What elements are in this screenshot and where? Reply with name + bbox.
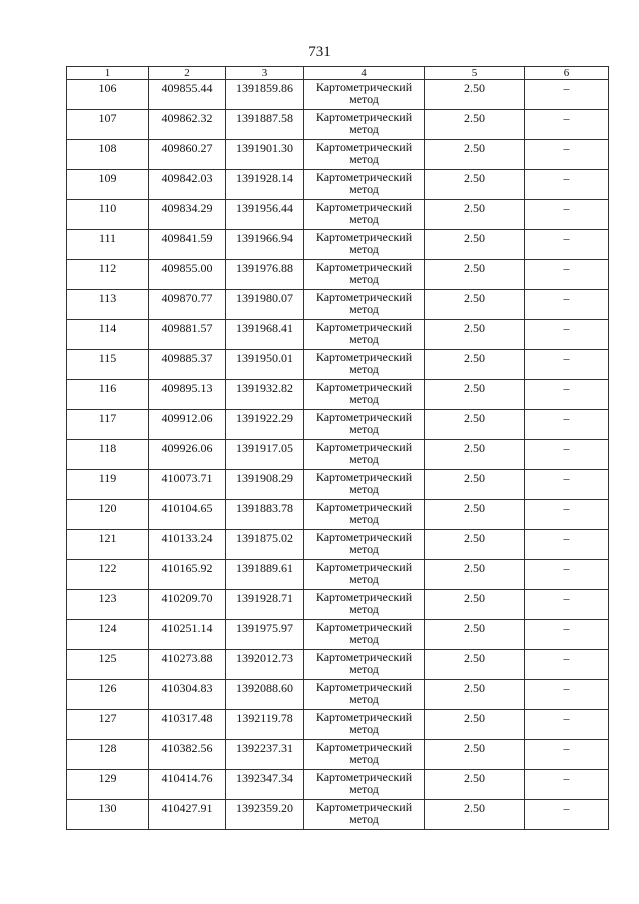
note-cell: – xyxy=(525,380,609,410)
table-row xyxy=(67,260,609,290)
method-line-1: Картометрический xyxy=(315,110,413,124)
note-cell: – xyxy=(525,680,609,710)
table-row xyxy=(67,470,609,500)
table-row xyxy=(67,230,609,260)
table-row xyxy=(67,770,609,800)
column-header-2: 2 xyxy=(149,67,226,80)
table-row xyxy=(67,560,609,590)
note-cell: – xyxy=(525,770,609,800)
y-coordinate-cell: 1392012.73 xyxy=(226,650,304,680)
method-cell xyxy=(304,170,425,200)
y-coordinate-cell: 1391950.01 xyxy=(226,350,304,380)
method-line-1: Картометрический xyxy=(315,500,413,514)
point-number-cell: 125 xyxy=(67,650,149,680)
y-coordinate-cell: 1392088.60 xyxy=(226,680,304,710)
y-coordinate-cell: 1391966.94 xyxy=(226,230,304,260)
point-number-cell: 121 xyxy=(67,530,149,560)
point-number-cell: 106 xyxy=(67,80,149,110)
method-line-1: Картометрический xyxy=(315,80,413,94)
x-coordinate-cell: 409841.59 xyxy=(149,230,226,260)
method-line-2: метод xyxy=(349,692,379,706)
accuracy-cell: 2.50 xyxy=(425,140,525,170)
accuracy-cell: 2.50 xyxy=(425,380,525,410)
method-line-2: метод xyxy=(349,482,379,496)
note-cell: – xyxy=(525,590,609,620)
method-line-2: метод xyxy=(349,542,379,556)
table-row xyxy=(67,800,609,830)
y-coordinate-cell: 1392237.31 xyxy=(226,740,304,770)
method-cell xyxy=(304,680,425,710)
table-row xyxy=(67,440,609,470)
method-cell xyxy=(304,350,425,380)
method-line-2: метод xyxy=(349,632,379,646)
note-cell: – xyxy=(525,80,609,110)
method-line-2: метод xyxy=(349,182,379,196)
x-coordinate-cell: 409885.37 xyxy=(149,350,226,380)
method-line-2: метод xyxy=(349,812,379,826)
x-coordinate-cell: 410165.92 xyxy=(149,560,226,590)
method-cell xyxy=(304,320,425,350)
accuracy-cell: 2.50 xyxy=(425,500,525,530)
accuracy-cell: 2.50 xyxy=(425,110,525,140)
y-coordinate-cell: 1391980.07 xyxy=(226,290,304,320)
method-cell xyxy=(304,290,425,320)
method-cell xyxy=(304,110,425,140)
table-row xyxy=(67,710,609,740)
accuracy-cell: 2.50 xyxy=(425,200,525,230)
x-coordinate-cell: 410304.83 xyxy=(149,680,226,710)
method-line-2: метод xyxy=(349,752,379,766)
point-number-cell: 129 xyxy=(67,770,149,800)
method-line-1: Картометрический xyxy=(315,140,413,154)
note-cell: – xyxy=(525,530,609,560)
x-coordinate-cell: 409842.03 xyxy=(149,170,226,200)
x-coordinate-cell: 409912.06 xyxy=(149,410,226,440)
point-number-cell: 113 xyxy=(67,290,149,320)
note-cell: – xyxy=(525,710,609,740)
x-coordinate-cell: 409926.06 xyxy=(149,440,226,470)
accuracy-cell: 2.50 xyxy=(425,770,525,800)
method-line-1: Картометрический xyxy=(315,560,413,574)
accuracy-cell: 2.50 xyxy=(425,320,525,350)
method-line-1: Картометрический xyxy=(315,230,413,244)
note-cell: – xyxy=(525,470,609,500)
accuracy-cell: 2.50 xyxy=(425,260,525,290)
method-line-1: Картометрический xyxy=(315,260,413,274)
note-cell: – xyxy=(525,140,609,170)
note-cell: – xyxy=(525,740,609,770)
coordinates-table xyxy=(66,66,609,830)
x-coordinate-cell: 410104.65 xyxy=(149,500,226,530)
method-line-2: метод xyxy=(349,152,379,166)
method-cell xyxy=(304,470,425,500)
y-coordinate-cell: 1391883.78 xyxy=(226,500,304,530)
point-number-cell: 128 xyxy=(67,740,149,770)
table-row xyxy=(67,380,609,410)
accuracy-cell: 2.50 xyxy=(425,470,525,500)
method-line-2: метод xyxy=(349,122,379,136)
point-number-cell: 116 xyxy=(67,380,149,410)
accuracy-cell: 2.50 xyxy=(425,350,525,380)
x-coordinate-cell: 410273.88 xyxy=(149,650,226,680)
method-cell xyxy=(304,530,425,560)
y-coordinate-cell: 1392359.20 xyxy=(226,800,304,830)
note-cell: – xyxy=(525,290,609,320)
page-number: 731 xyxy=(308,44,331,60)
method-cell xyxy=(304,380,425,410)
method-cell xyxy=(304,740,425,770)
y-coordinate-cell: 1392347.34 xyxy=(226,770,304,800)
method-line-1: Картометрический xyxy=(315,410,413,424)
x-coordinate-cell: 410317.48 xyxy=(149,710,226,740)
column-header-3: 3 xyxy=(226,67,304,80)
accuracy-cell: 2.50 xyxy=(425,680,525,710)
point-number-cell: 107 xyxy=(67,110,149,140)
table-row xyxy=(67,530,609,560)
table-row xyxy=(67,140,609,170)
note-cell: – xyxy=(525,440,609,470)
method-line-1: Картометрический xyxy=(315,740,413,754)
method-line-1: Картометрический xyxy=(315,680,413,694)
point-number-cell: 122 xyxy=(67,560,149,590)
method-line-2: метод xyxy=(349,452,379,466)
method-line-1: Картометрический xyxy=(315,800,413,814)
method-line-2: метод xyxy=(349,332,379,346)
accuracy-cell: 2.50 xyxy=(425,740,525,770)
table-row xyxy=(67,410,609,440)
method-line-1: Картометрический xyxy=(315,530,413,544)
y-coordinate-cell: 1391968.41 xyxy=(226,320,304,350)
method-line-2: метод xyxy=(349,242,379,256)
x-coordinate-cell: 410427.91 xyxy=(149,800,226,830)
note-cell: – xyxy=(525,410,609,440)
accuracy-cell: 2.50 xyxy=(425,710,525,740)
point-number-cell: 119 xyxy=(67,470,149,500)
method-cell xyxy=(304,560,425,590)
method-line-1: Картометрический xyxy=(315,380,413,394)
x-coordinate-cell: 409870.77 xyxy=(149,290,226,320)
point-number-cell: 108 xyxy=(67,140,149,170)
y-coordinate-cell: 1391859.86 xyxy=(226,80,304,110)
method-line-2: метод xyxy=(349,782,379,796)
method-line-1: Картометрический xyxy=(315,650,413,664)
method-cell xyxy=(304,770,425,800)
point-number-cell: 110 xyxy=(67,200,149,230)
y-coordinate-cell: 1392119.78 xyxy=(226,710,304,740)
point-number-cell: 120 xyxy=(67,500,149,530)
method-cell xyxy=(304,800,425,830)
method-cell xyxy=(304,590,425,620)
accuracy-cell: 2.50 xyxy=(425,650,525,680)
x-coordinate-cell: 410209.70 xyxy=(149,590,226,620)
x-coordinate-cell: 410382.56 xyxy=(149,740,226,770)
table-row xyxy=(67,200,609,230)
method-line-2: метод xyxy=(349,302,379,316)
x-coordinate-cell: 409855.00 xyxy=(149,260,226,290)
note-cell: – xyxy=(525,500,609,530)
note-cell: – xyxy=(525,260,609,290)
method-cell xyxy=(304,140,425,170)
note-cell: – xyxy=(525,230,609,260)
method-line-1: Картометрический xyxy=(315,200,413,214)
y-coordinate-cell: 1391928.14 xyxy=(226,170,304,200)
note-cell: – xyxy=(525,650,609,680)
method-line-1: Картометрический xyxy=(315,290,413,304)
note-cell: – xyxy=(525,620,609,650)
method-line-1: Картометрический xyxy=(315,770,413,784)
table-row xyxy=(67,500,609,530)
y-coordinate-cell: 1391875.02 xyxy=(226,530,304,560)
method-line-2: метод xyxy=(349,662,379,676)
method-cell xyxy=(304,650,425,680)
point-number-cell: 124 xyxy=(67,620,149,650)
point-number-cell: 115 xyxy=(67,350,149,380)
y-coordinate-cell: 1391932.82 xyxy=(226,380,304,410)
x-coordinate-cell: 409895.13 xyxy=(149,380,226,410)
table-row xyxy=(67,350,609,380)
table-row xyxy=(67,110,609,140)
method-line-2: метод xyxy=(349,92,379,106)
x-coordinate-cell: 410251.14 xyxy=(149,620,226,650)
accuracy-cell: 2.50 xyxy=(425,410,525,440)
method-line-2: метод xyxy=(349,602,379,616)
method-cell xyxy=(304,440,425,470)
point-number-cell: 130 xyxy=(67,800,149,830)
y-coordinate-cell: 1391928.71 xyxy=(226,590,304,620)
method-line-2: метод xyxy=(349,392,379,406)
method-cell xyxy=(304,500,425,530)
accuracy-cell: 2.50 xyxy=(425,290,525,320)
accuracy-cell: 2.50 xyxy=(425,800,525,830)
y-coordinate-cell: 1391889.61 xyxy=(226,560,304,590)
accuracy-cell: 2.50 xyxy=(425,590,525,620)
point-number-cell: 109 xyxy=(67,170,149,200)
point-number-cell: 127 xyxy=(67,710,149,740)
table-row xyxy=(67,740,609,770)
table-row xyxy=(67,590,609,620)
note-cell: – xyxy=(525,200,609,230)
x-coordinate-cell: 409881.57 xyxy=(149,320,226,350)
method-line-2: метод xyxy=(349,512,379,526)
y-coordinate-cell: 1391976.88 xyxy=(226,260,304,290)
method-line-1: Картометрический xyxy=(315,170,413,184)
y-coordinate-cell: 1391922.29 xyxy=(226,410,304,440)
method-line-1: Картометрический xyxy=(315,620,413,634)
point-number-cell: 112 xyxy=(67,260,149,290)
x-coordinate-cell: 409860.27 xyxy=(149,140,226,170)
x-coordinate-cell: 410414.76 xyxy=(149,770,226,800)
method-cell xyxy=(304,620,425,650)
y-coordinate-cell: 1391956.44 xyxy=(226,200,304,230)
note-cell: – xyxy=(525,560,609,590)
accuracy-cell: 2.50 xyxy=(425,560,525,590)
x-coordinate-cell: 409855.44 xyxy=(149,80,226,110)
y-coordinate-cell: 1391887.58 xyxy=(226,110,304,140)
table-body xyxy=(67,80,609,830)
method-cell xyxy=(304,710,425,740)
method-cell xyxy=(304,200,425,230)
x-coordinate-cell: 409862.32 xyxy=(149,110,226,140)
accuracy-cell: 2.50 xyxy=(425,170,525,200)
point-number-cell: 123 xyxy=(67,590,149,620)
table-row xyxy=(67,680,609,710)
method-cell xyxy=(304,260,425,290)
table-row xyxy=(67,80,609,110)
table-header-row xyxy=(67,67,609,80)
method-line-1: Картометрический xyxy=(315,470,413,484)
note-cell: – xyxy=(525,800,609,830)
column-header-4: 4 xyxy=(304,67,425,80)
column-header-5: 5 xyxy=(425,67,525,80)
y-coordinate-cell: 1391901.30 xyxy=(226,140,304,170)
point-number-cell: 117 xyxy=(67,410,149,440)
y-coordinate-cell: 1391908.29 xyxy=(226,470,304,500)
point-number-cell: 118 xyxy=(67,440,149,470)
method-cell xyxy=(304,80,425,110)
method-line-1: Картометрический xyxy=(315,350,413,364)
accuracy-cell: 2.50 xyxy=(425,530,525,560)
accuracy-cell: 2.50 xyxy=(425,620,525,650)
column-header-1: 1 xyxy=(67,67,149,80)
accuracy-cell: 2.50 xyxy=(425,80,525,110)
method-line-1: Картометрический xyxy=(315,710,413,724)
method-line-2: метод xyxy=(349,362,379,376)
column-header-6: 6 xyxy=(525,67,609,80)
method-line-2: метод xyxy=(349,572,379,586)
method-line-1: Картометрический xyxy=(315,590,413,604)
method-cell xyxy=(304,410,425,440)
method-line-1: Картометрический xyxy=(315,320,413,334)
table-row xyxy=(67,620,609,650)
accuracy-cell: 2.50 xyxy=(425,230,525,260)
x-coordinate-cell: 410073.71 xyxy=(149,470,226,500)
method-line-2: метод xyxy=(349,212,379,226)
method-line-2: метод xyxy=(349,722,379,736)
method-cell xyxy=(304,230,425,260)
y-coordinate-cell: 1391917.05 xyxy=(226,440,304,470)
x-coordinate-cell: 410133.24 xyxy=(149,530,226,560)
y-coordinate-cell: 1391975.97 xyxy=(226,620,304,650)
point-number-cell: 114 xyxy=(67,320,149,350)
method-line-1: Картометрический xyxy=(315,440,413,454)
table-row xyxy=(67,320,609,350)
accuracy-cell: 2.50 xyxy=(425,440,525,470)
note-cell: – xyxy=(525,350,609,380)
method-line-2: метод xyxy=(349,272,379,286)
note-cell: – xyxy=(525,320,609,350)
method-line-2: метод xyxy=(349,422,379,436)
table-row xyxy=(67,650,609,680)
point-number-cell: 126 xyxy=(67,680,149,710)
table-row xyxy=(67,290,609,320)
note-cell: – xyxy=(525,170,609,200)
x-coordinate-cell: 409834.29 xyxy=(149,200,226,230)
point-number-cell: 111 xyxy=(67,230,149,260)
note-cell: – xyxy=(525,110,609,140)
table-row xyxy=(67,170,609,200)
